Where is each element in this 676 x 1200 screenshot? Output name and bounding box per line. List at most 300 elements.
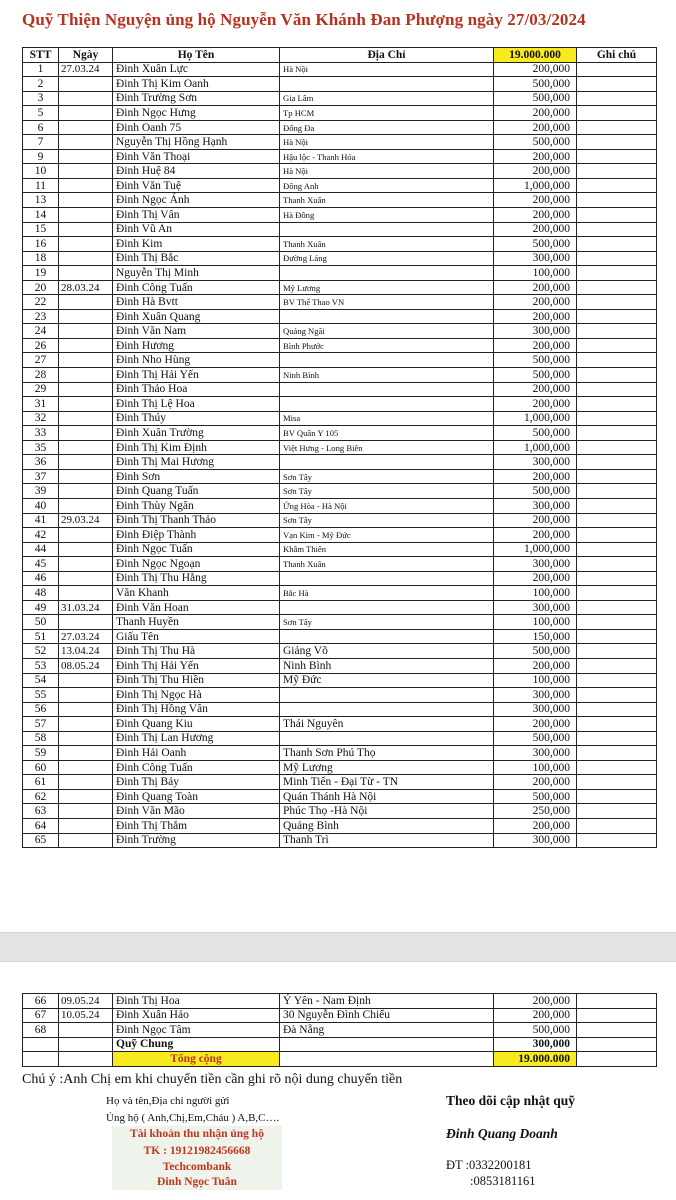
row-stt: 66 [23, 994, 59, 1009]
row-stt: 67 [23, 1008, 59, 1023]
row-amount: 300,000 [494, 498, 577, 513]
row-date [59, 789, 113, 804]
row-address: Thanh Xuân [280, 237, 494, 252]
table-row [23, 629, 657, 644]
row-date: 31.03.24 [59, 600, 113, 615]
row-note [577, 193, 657, 208]
row-date [59, 193, 113, 208]
row-name: Đinh Xuân Trường [113, 426, 280, 441]
row-name: Đinh Thị Hoa [113, 994, 280, 1009]
row-note [577, 484, 657, 499]
row-date [59, 266, 113, 281]
row-name: Đinh Thị Kim Định [113, 440, 280, 455]
row-stt: 23 [23, 309, 59, 324]
row-stt: 33 [23, 426, 59, 441]
row-date [59, 818, 113, 833]
row-note [577, 498, 657, 513]
row-name: Đinh Sơn [113, 469, 280, 484]
row-note [577, 600, 657, 615]
table-row [23, 426, 657, 441]
table-row [23, 484, 657, 499]
row-address [280, 600, 494, 615]
row-name: Đinh Thị Kim Oanh [113, 77, 280, 92]
table-row [23, 818, 657, 833]
tracker-phone-2: :0853181161 [470, 1174, 536, 1188]
row-amount: 200,000 [494, 309, 577, 324]
row-date: 10.05.24 [59, 1008, 113, 1023]
row-stt: 37 [23, 469, 59, 484]
row-address [280, 571, 494, 586]
table-row [23, 91, 657, 106]
row-stt: 7 [23, 135, 59, 150]
row-date [59, 309, 113, 324]
row-date [59, 251, 113, 266]
row-address: Đà Nẵng [280, 1023, 494, 1038]
row-amount: 200,000 [494, 513, 577, 528]
row-amount: 200,000 [494, 149, 577, 164]
table-row [23, 760, 657, 775]
row-note [577, 295, 657, 310]
table-row [23, 237, 657, 252]
row-name: Đinh Thị Thu Hà [113, 644, 280, 659]
row-stt: 5 [23, 106, 59, 121]
table-header-row [23, 48, 657, 63]
total-date [59, 1052, 113, 1067]
row-date [59, 295, 113, 310]
row-stt: 14 [23, 208, 59, 223]
table-row [23, 440, 657, 455]
row-address: Mỹ Lương [280, 280, 494, 295]
row-address: Ứng Hòa - Hà Nội [280, 498, 494, 513]
row-amount: 300,000 [494, 688, 577, 703]
row-amount: 150,000 [494, 629, 577, 644]
row-name: Đinh Thị Hải Yến [113, 658, 280, 673]
row-amount: 200,000 [494, 222, 577, 237]
row-amount: 200,000 [494, 338, 577, 353]
row-date: 27.03.24 [59, 629, 113, 644]
row-note [577, 91, 657, 106]
row-name: Đinh Điệp Thành [113, 528, 280, 543]
row-amount: 300,000 [494, 455, 577, 470]
row-amount: 200,000 [494, 717, 577, 732]
row-address [280, 266, 494, 281]
header-note: Ghi chú [577, 48, 657, 63]
row-amount: 300,000 [494, 600, 577, 615]
row-name: Đinh Ngọc Ngoạn [113, 557, 280, 572]
row-stt: 41 [23, 513, 59, 528]
table-row [23, 746, 657, 761]
donation-table [22, 47, 657, 848]
row-address [280, 353, 494, 368]
row-stt: 35 [23, 440, 59, 455]
row-stt: 6 [23, 120, 59, 135]
row-note [577, 804, 657, 819]
row-note [577, 106, 657, 121]
row-name: Đinh Oanh 75 [113, 120, 280, 135]
row-amount: 250,000 [494, 804, 577, 819]
row-note [577, 586, 657, 601]
row-date: 28.03.24 [59, 280, 113, 295]
table-row [23, 120, 657, 135]
row-stt: 29 [23, 382, 59, 397]
row-name: Đinh Văn Nam [113, 324, 280, 339]
row-note [577, 542, 657, 557]
row-amount: 300,000 [494, 833, 577, 848]
header-name: Họ Tên [113, 48, 280, 63]
row-amount: 200,000 [494, 994, 577, 1009]
transfer-note-sender: Họ và tên,Địa chỉ người gửi [106, 1095, 230, 1107]
row-date [59, 208, 113, 223]
row-address: Đường Láng [280, 251, 494, 266]
row-stt: 40 [23, 498, 59, 513]
row-name: Nguyễn Thị Minh [113, 266, 280, 281]
row-date [59, 440, 113, 455]
row-address: Ninh Bình [280, 368, 494, 383]
row-address [280, 382, 494, 397]
row-stt: 59 [23, 746, 59, 761]
row-note [577, 382, 657, 397]
row-amount: 300,000 [494, 557, 577, 572]
row-amount: 500,000 [494, 135, 577, 150]
bank-holder: Đinh Ngọc Tuân [157, 1176, 237, 1188]
row-name: Đinh Hà Bvtt [113, 295, 280, 310]
table-row [23, 498, 657, 513]
row-note [577, 222, 657, 237]
row-amount: 1,000,000 [494, 542, 577, 557]
row-stt: 16 [23, 237, 59, 252]
row-date [59, 106, 113, 121]
row-note [577, 818, 657, 833]
row-note [577, 469, 657, 484]
row-date [59, 1023, 113, 1038]
row-address: Thanh Xuân [280, 193, 494, 208]
table-row [23, 775, 657, 790]
row-note [577, 338, 657, 353]
table-row [23, 280, 657, 295]
row-stt: 3 [23, 91, 59, 106]
row-date [59, 368, 113, 383]
table-row [23, 295, 657, 310]
row-date [59, 717, 113, 732]
table-row [23, 251, 657, 266]
row-date [59, 615, 113, 630]
row-date: 29.03.24 [59, 513, 113, 528]
row-stt: 13 [23, 193, 59, 208]
row-date [59, 688, 113, 703]
row-stt: 18 [23, 251, 59, 266]
table-row [23, 717, 657, 732]
row-name: Đinh Thảo Hoa [113, 382, 280, 397]
row-address: Sơn Tây [280, 484, 494, 499]
table-row [23, 368, 657, 383]
row-address: Thanh Trì [280, 833, 494, 848]
row-address: Phúc Thọ -Hà Nội [280, 804, 494, 819]
table-row [23, 266, 657, 281]
row-name: Đinh Kim [113, 237, 280, 252]
row-amount: 200,000 [494, 208, 577, 223]
row-name: Đinh Hương [113, 338, 280, 353]
row-address: Tp HCM [280, 106, 494, 121]
row-note [577, 62, 657, 77]
row-amount: 500,000 [494, 237, 577, 252]
row-name: Đinh Thị Vân [113, 208, 280, 223]
table-row [23, 135, 657, 150]
page-break-divider [0, 932, 676, 962]
row-date [59, 557, 113, 572]
row-stt: 51 [23, 629, 59, 644]
table-row [23, 164, 657, 179]
row-address: Hậu lộc - Thanh Hóa [280, 149, 494, 164]
header-address: Địa Chỉ [280, 48, 494, 63]
bank-name: Techcombank [162, 1161, 232, 1173]
row-note [577, 455, 657, 470]
row-note [577, 280, 657, 295]
row-amount: 500,000 [494, 789, 577, 804]
row-date [59, 469, 113, 484]
row-name: Đinh Thị Ngọc Hà [113, 688, 280, 703]
row-address [280, 77, 494, 92]
row-address: Hà Nội [280, 62, 494, 77]
row-note [577, 178, 657, 193]
row-note [577, 658, 657, 673]
table-row [23, 382, 657, 397]
row-note [577, 615, 657, 630]
row-address: Hà Nội [280, 164, 494, 179]
row-name: Đinh Thị Hải Yến [113, 368, 280, 383]
table-row [23, 309, 657, 324]
row-note [577, 833, 657, 848]
row-name: Đinh Xuân Quang [113, 309, 280, 324]
row-date [59, 542, 113, 557]
row-address: Minh Tiến - Đại Từ - TN [280, 775, 494, 790]
table-row [23, 353, 657, 368]
row-address: Mỹ Lương [280, 760, 494, 775]
row-stt: 45 [23, 557, 59, 572]
row-name: Đinh Ngọc Ánh [113, 193, 280, 208]
row-amount: 500,000 [494, 484, 577, 499]
row-stt: 36 [23, 455, 59, 470]
table-row [23, 106, 657, 121]
row-stt: 28 [23, 368, 59, 383]
row-date [59, 178, 113, 193]
table-row [23, 455, 657, 470]
tracker-name: Đinh Quang Doanh [446, 1126, 558, 1141]
row-name: Đinh Hải Oanh [113, 746, 280, 761]
row-note [577, 440, 657, 455]
row-stt: 63 [23, 804, 59, 819]
row-amount: 500,000 [494, 91, 577, 106]
table-row [23, 338, 657, 353]
row-date [59, 775, 113, 790]
row-amount: 200,000 [494, 280, 577, 295]
row-stt: 46 [23, 571, 59, 586]
row-address: Ý Yên - Nam Định [280, 994, 494, 1009]
header-date: Ngày [59, 48, 113, 63]
transfer-note-format: Ủng hộ ( Anh,Chị,Em,Cháu ) A,B,C…. [106, 1112, 280, 1124]
row-name: Đinh Thị Thu Hiền [113, 673, 280, 688]
row-date [59, 760, 113, 775]
row-amount: 500,000 [494, 731, 577, 746]
row-stt: 65 [23, 833, 59, 848]
row-amount: 200,000 [494, 469, 577, 484]
row-date [59, 455, 113, 470]
row-name: Đinh Trường Sơn [113, 91, 280, 106]
table-row [23, 411, 657, 426]
row-stt: 22 [23, 295, 59, 310]
row-date: 13.04.24 [59, 644, 113, 659]
row-date [59, 120, 113, 135]
row-name: Đinh Thùy Ngân [113, 498, 280, 513]
row-name: Đinh Thị Thắm [113, 818, 280, 833]
row-note [577, 528, 657, 543]
table-row [23, 615, 657, 630]
row-date [59, 222, 113, 237]
row-address [280, 629, 494, 644]
row-amount: 200,000 [494, 775, 577, 790]
row-date [59, 833, 113, 848]
row-amount: 200,000 [494, 106, 577, 121]
table-row [23, 542, 657, 557]
row-date [59, 673, 113, 688]
row-stt: 26 [23, 338, 59, 353]
document-title: Quỹ Thiện Nguyện ủng hộ Nguyễn Văn Khánh Đan Phượng ngày 27/03/2024 [22, 10, 586, 29]
row-name: Đinh Quang Kiu [113, 717, 280, 732]
row-date [59, 324, 113, 339]
fund-address [280, 1037, 494, 1052]
row-note [577, 644, 657, 659]
row-note [577, 1008, 657, 1023]
row-name: Đinh Ngọc Hưng [113, 106, 280, 121]
row-note [577, 426, 657, 441]
row-amount: 300,000 [494, 746, 577, 761]
row-amount: 100,000 [494, 615, 577, 630]
table-row [23, 804, 657, 819]
fund-label: Quỹ Chung [113, 1037, 280, 1052]
row-address: Quảng Ngãi [280, 324, 494, 339]
row-stt: 15 [23, 222, 59, 237]
row-note [577, 309, 657, 324]
table-row [23, 658, 657, 673]
row-name: Đinh Vũ An [113, 222, 280, 237]
row-note [577, 135, 657, 150]
row-stt: 53 [23, 658, 59, 673]
row-amount: 100,000 [494, 266, 577, 281]
row-address: Misa [280, 411, 494, 426]
row-stt: 61 [23, 775, 59, 790]
row-date [59, 164, 113, 179]
row-date [59, 571, 113, 586]
row-amount: 1,000,000 [494, 178, 577, 193]
row-name: Đinh Nho Hùng [113, 353, 280, 368]
row-date: 09.05.24 [59, 994, 113, 1009]
row-amount: 500,000 [494, 644, 577, 659]
row-note [577, 760, 657, 775]
row-address: Sơn Tây [280, 469, 494, 484]
row-address [280, 688, 494, 703]
row-date [59, 149, 113, 164]
row-date [59, 484, 113, 499]
row-date [59, 353, 113, 368]
row-date [59, 91, 113, 106]
bank-account: TK : 19121982456668 [143, 1145, 251, 1157]
row-date [59, 338, 113, 353]
row-address [280, 455, 494, 470]
table-row [23, 673, 657, 688]
row-date [59, 804, 113, 819]
tracker-heading: Theo dõi cập nhật quỹ [446, 1093, 576, 1108]
row-name: Đinh Ngọc Tâm [113, 1023, 280, 1038]
fund-stt [23, 1037, 59, 1052]
row-name: Đinh Thị Thu Hằng [113, 571, 280, 586]
table-row [23, 1008, 657, 1023]
row-name: Đinh Văn Mão [113, 804, 280, 819]
row-amount: 100,000 [494, 673, 577, 688]
row-note [577, 688, 657, 703]
row-name: Đinh Xuân Lực [113, 62, 280, 77]
table-row [23, 397, 657, 412]
row-note [577, 77, 657, 92]
row-name: Đinh Thị Thanh Thảo [113, 513, 280, 528]
row-stt: 9 [23, 149, 59, 164]
table-row [23, 62, 657, 77]
row-amount: 500,000 [494, 77, 577, 92]
row-address: Bình Phước [280, 338, 494, 353]
row-note [577, 571, 657, 586]
row-stt: 31 [23, 397, 59, 412]
table-row [23, 528, 657, 543]
row-amount: 300,000 [494, 251, 577, 266]
table-row [23, 324, 657, 339]
row-note [577, 629, 657, 644]
row-amount: 200,000 [494, 164, 577, 179]
fund-row [23, 1037, 657, 1052]
table-row [23, 1023, 657, 1038]
total-note [577, 1052, 657, 1067]
row-address: Thanh Sơn Phú Thọ [280, 746, 494, 761]
row-date [59, 498, 113, 513]
table-row [23, 178, 657, 193]
row-name: Đinh Thị Lệ Hoa [113, 397, 280, 412]
row-name: Nguyễn Thị Hồng Hạnh [113, 135, 280, 150]
table-row [23, 731, 657, 746]
row-date [59, 77, 113, 92]
row-stt: 11 [23, 178, 59, 193]
row-stt: 19 [23, 266, 59, 281]
row-address: Vạn Kim - Mỹ Đức [280, 528, 494, 543]
total-amount: 19.000.000 [494, 1052, 577, 1067]
row-date: 27.03.24 [59, 62, 113, 77]
row-note [577, 513, 657, 528]
table-row [23, 149, 657, 164]
table-row [23, 994, 657, 1009]
row-amount: 1,000,000 [494, 411, 577, 426]
row-address: 30 Nguyễn Đình Chiểu [280, 1008, 494, 1023]
row-name: Thanh Huyền [113, 615, 280, 630]
total-label: Tổng cộng [113, 1052, 280, 1067]
row-amount: 500,000 [494, 368, 577, 383]
row-stt: 56 [23, 702, 59, 717]
row-note [577, 746, 657, 761]
table-row [23, 193, 657, 208]
row-name: Đinh Quang Toàn [113, 789, 280, 804]
row-amount: 200,000 [494, 818, 577, 833]
row-amount: 200,000 [494, 397, 577, 412]
row-name: Giấu Tên [113, 629, 280, 644]
row-stt: 20 [23, 280, 59, 295]
row-address: BV Thể Thao VN [280, 295, 494, 310]
row-name: Đinh Thúy [113, 411, 280, 426]
row-stt: 2 [23, 77, 59, 92]
